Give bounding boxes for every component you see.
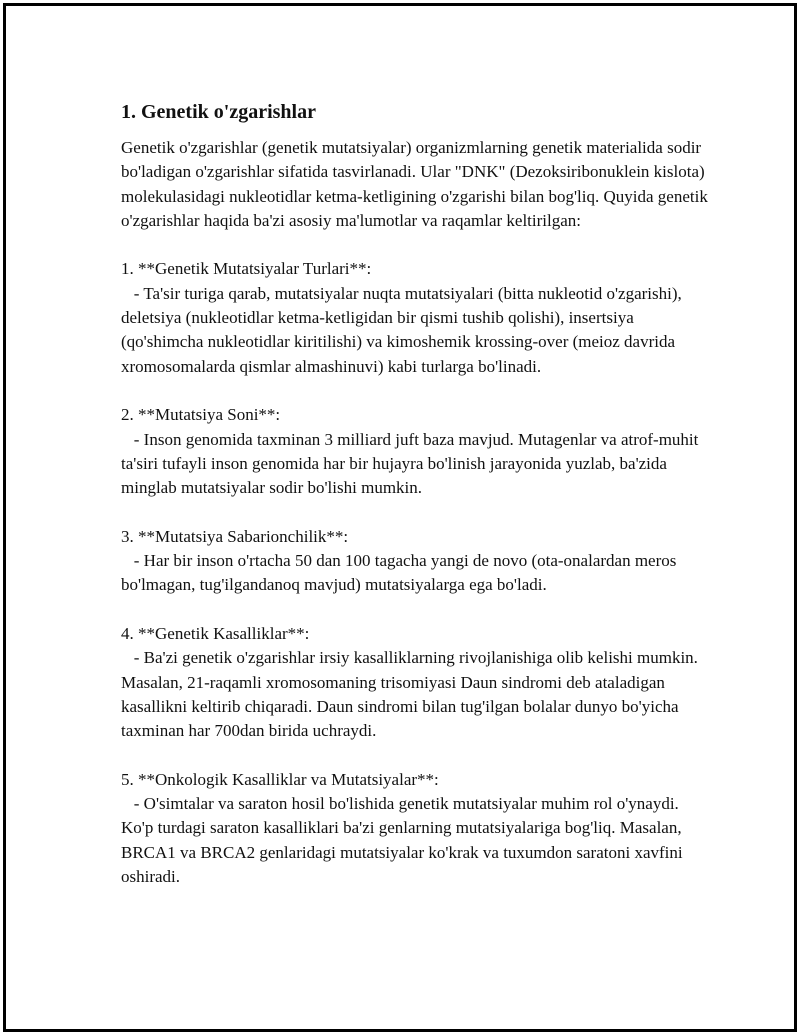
page-frame — [3, 3, 797, 1032]
section-mutation-count — [121, 403, 711, 500]
section-title: 5. **Onkologik Kasalliklar va Mutatsiyalar**: — [121, 769, 439, 789]
section-body: - Har bir inson o'rtacha 50 dan 100 tagacha yangi de novo (ota-onalardan meros bo'lmagan, tug'ilgandanoq mavjud) mutatsiyalarga ega bo'ladi. — [121, 551, 681, 595]
section-mutation-rate — [121, 525, 711, 598]
section-body: - Inson genomida taxminan 3 milliard juft baza mavjud. Mutagenlar va atrof-muhit ta'siri tufayli inson genomida har bir hujayra bo'linish jarayonida yuzlab, ba'zida minglab mutatsiyalar sodir bo'lishi mumkin. — [121, 429, 703, 498]
section-title: 4. **Genetik Kasalliklar**: — [121, 623, 310, 643]
document-heading: 1. Genetik o'zgarishlar — [121, 101, 316, 123]
section-genetic-diseases — [121, 622, 711, 743]
section-body: - Ta'sir turiga qarab, mutatsiyalar nuqta mutatsiyalari (bitta nukleotid o'zgarishi), deletsiya (nukleotidlar ketma-ketligidan bir qismi tushib qolishi), insertsiya (qo'shimcha nukleotidlar kiritilishi) va kimoshemik krossing-over (meioz davrida xromosomalarda qismlar almashinuvi) kabi turlarga bo'linadi. — [121, 283, 686, 376]
section-body: - O'simtalar va saraton hosil bo'lishida genetik mutatsiyalar muhim rol o'ynaydi. Ko'p turdagi saraton kasalliklari ba'zi genlarning mutatsiyalariga bog'liq. Masalan, BRCA1 va BRCA2 genlaridagi mutatsiyalar ko'krak va tuxumdon saratoni xavfini oshiradi. — [121, 794, 687, 886]
section-title: 2. **Mutatsiya Soni**: — [121, 405, 281, 425]
section-title: 3. **Mutatsiya Sabarionchilik**: — [121, 526, 349, 546]
section-title: 1. **Genetik Mutatsiyalar Turlari**: — [121, 259, 372, 279]
section-oncology — [121, 768, 711, 889]
section-mutation-types — [121, 257, 711, 378]
intro-paragraph: Genetik o'zgarishlar (genetik mutatsiyalar) organizmlarning genetik materialida sodir bo'ladigan o'zgarishlar sifatida tasvirlanadi. Ular "DNK" (Dezoksiribonuklein kislota) molekulasidagi nukleotidlar ketma-ketligining o'zgarishi bilan bog'liq. Quyida genetik o'zgarishlar haqida ba'zi asosiy ma'lumotlar va raqamlar keltirilgan: — [121, 138, 708, 230]
document-content — [121, 98, 711, 914]
section-body: - Ba'zi genetik o'zgarishlar irsiy kasalliklarning rivojlanishiga olib kelishi mumkin. Masalan, 21-raqamli xromosomaning trisomiyasi Daun sindromi deb ataladigan kasallikni keltirib chiqaradi. Daun sindromi bilan tug'ilgan bolalar dunyo bo'yicha taxminan har 700dan birida uchraydi. — [121, 648, 703, 741]
